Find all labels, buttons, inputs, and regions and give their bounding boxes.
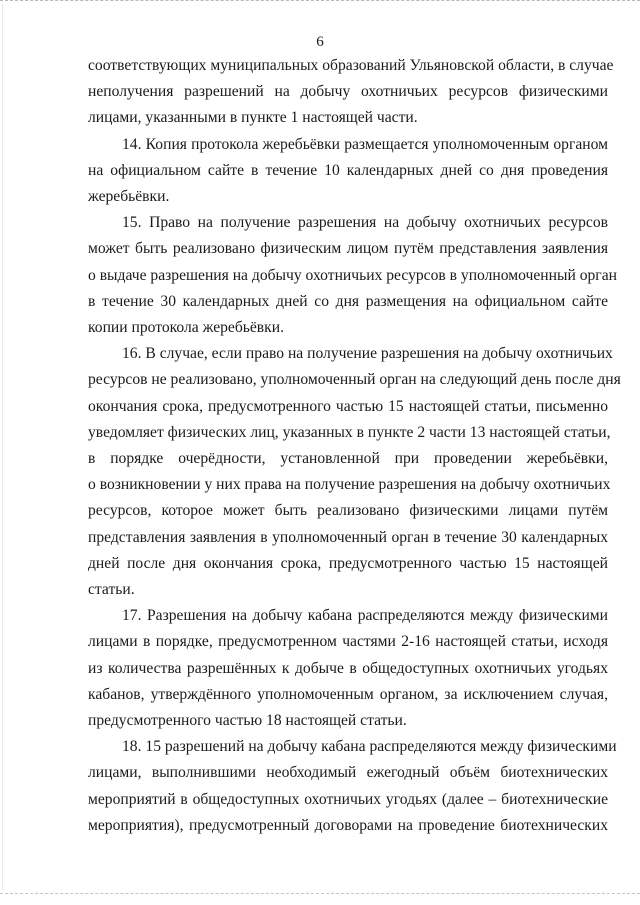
text-line: дней после дня окончания срока, предусмотренного частью 15 настоящей [88,554,608,572]
text-line: ресурсов не реализовано, уполномоченный орган на следующий день после дня [88,371,621,389]
text-line: уведомляет физических лиц, указанных в пункте 2 части 13 настоящей статьи, [88,423,611,441]
text-line: о возникновении у них права на получение разрешения на добычу охотничьих [88,476,611,494]
text-line: 15. Право на получение разрешения на добычу охотничьих ресурсов [122,214,608,232]
text-line: может быть реализовано физическим лицом путём представления заявления [88,240,608,258]
text-line: из количества разрешённых к добыче в общедоступных охотничьих угодьях [88,659,608,677]
text-line: на официальном сайте в течение 10 календарных дней со дня проведения [88,161,608,179]
paragraph-15 [88,210,617,341]
text-line: в течение 30 календарных дней со дня размещения на официальном сайте [88,292,608,310]
text-line: 14. Копия протокола жеребьёвки размещается уполномоченным органом [122,135,608,153]
text-line: неполучения разрешений на добычу охотничьих ресурсов физическими [88,83,608,101]
text-line: лицами, указанными в пункте 1 настоящей части. [88,109,418,127]
paragraph-18 [88,734,617,839]
text-line: окончания срока, предусмотренного частью 15 настоящей статьи, письменно [88,397,608,415]
scan-edge-top [0,0,640,5]
text-line: кабанов, утверждённого уполномоченным органом, за исключением случая, [88,685,608,703]
scan-edge-left [2,4,4,890]
text-line: лицами в порядке, предусмотренном частями 2-16 настоящей статьи, исходя [88,633,608,651]
page-number: 6 [316,34,324,50]
text-line: статьи. [88,581,135,599]
text-line: лицами, выполнившими необходимый ежегодный объём биотехнических [88,764,608,782]
text-line: представления заявления в уполномоченный орган в течение 30 календарных [88,528,608,546]
text-line: в порядке очерёдности, установленной при проведении жеребьёвки, [88,450,608,468]
text-line: мероприятия), предусмотренный договорами на проведение биотехнических [88,816,608,834]
text-line: жеребьёвки. [88,188,170,206]
paragraph-17 [88,603,608,734]
scan-edge-bottom [0,893,640,895]
text-line: соответствующих муниципальных образований Ульяновской области, в случае [88,57,614,74]
text-line: 18. 15 разрешений на добычу кабана распределяются между физическими [122,738,617,756]
text-line: копии протокола жеребьёвки. [88,319,284,337]
text-line: о выдаче разрешения на добычу охотничьих ресурсов в уполномоченный орган [88,266,617,284]
paragraph-continuation [88,53,614,132]
text-line: 17. Разрешения на добычу кабана распределяются между физическими [122,607,608,625]
text-line: 16. В случае, если право на получение разрешения на добычу охотничьих [122,345,613,363]
text-line: мероприятий в общедоступных охотничьих угодьях (далее – биотехнические [88,790,608,808]
document-text-body [88,53,621,839]
paragraph-14 [88,132,608,211]
text-line: ресурсов, которое может быть реализовано физическими лицами путём [88,502,608,520]
paragraph-16 [88,341,621,603]
text-line: предусмотренного частью 18 настоящей статьи. [88,712,407,730]
